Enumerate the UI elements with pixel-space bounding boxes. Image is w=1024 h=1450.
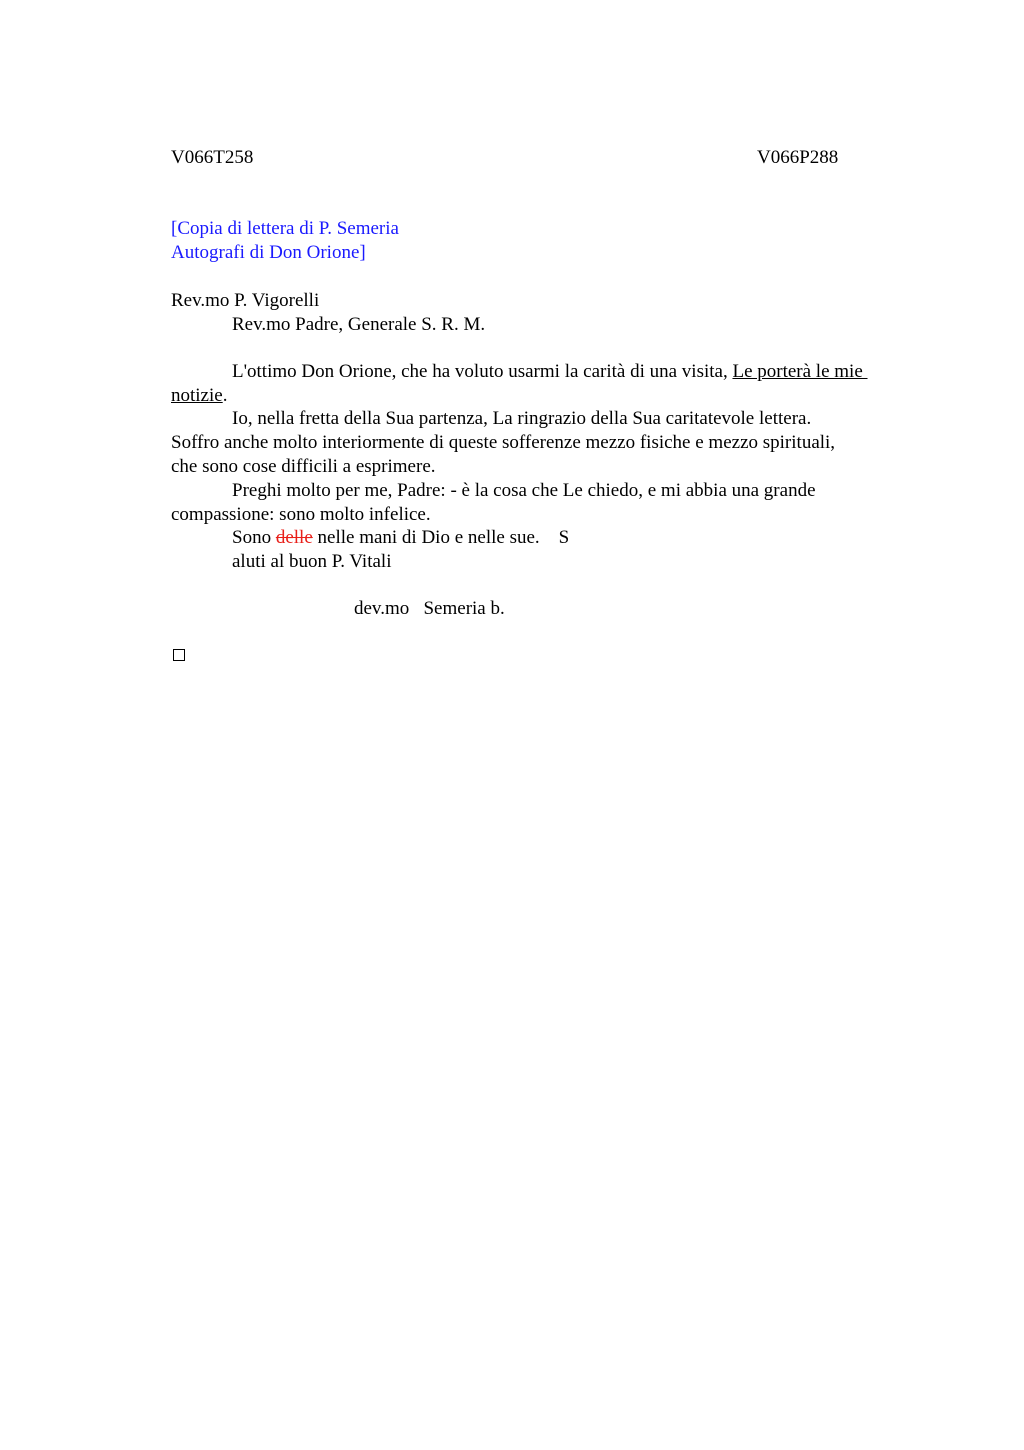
letter-signature: dev.mo Semeria b.: [354, 598, 505, 619]
empty-box-icon: [173, 649, 185, 661]
paragraph-4-line-2: aluti al buon P. Vitali: [232, 551, 392, 572]
paragraph-3-line-2: compassione: sono molto infelice.: [171, 504, 431, 525]
paragraph-2-line-2: Soffro anche molto interiormente di queste sofferenze mezzo fisiche e mezzo spirituali,: [171, 432, 836, 453]
editor-note-line-1: [Copia di lettera di P. Semeria: [171, 218, 399, 239]
paragraph-1-end: .: [222, 385, 228, 406]
document-code-left: V066T258: [171, 147, 254, 168]
deleted-word: delle: [275, 527, 313, 548]
letter-salutation: Rev.mo Padre, Generale S. R. M.: [232, 314, 486, 335]
paragraph-1-line-1: [232, 360, 868, 384]
paragraph-4-rest: nelle mani di Dio e nelle sue. S: [312, 527, 570, 548]
letter-addressee: Rev.mo P. Vigorelli: [171, 290, 320, 311]
paragraph-4-line-1: [232, 526, 569, 550]
editor-note-line-2: Autografi di Don Orione]: [171, 242, 366, 263]
paragraph-1-line-2: [171, 384, 227, 408]
paragraph-2-line-3: che sono cose difficili a esprimere.: [171, 456, 436, 477]
paragraph-1-text: L'ottimo Don Orione, che ha voluto usarmi la carità di una visita,: [232, 361, 733, 382]
underlined-phrase-part-2: notizie: [171, 385, 223, 406]
paragraph-3-line-1: Preghi molto per me, Padre: - è la cosa che Le chiedo, e mi abbia una grande: [232, 480, 816, 501]
document-code-right: V066P288: [757, 147, 839, 168]
underlined-phrase-part-1: Le porterà le mie: [732, 361, 868, 382]
paragraph-2-line-1: Io, nella fretta della Sua partenza, La ringrazio della Sua caritatevole lettera.: [232, 408, 812, 429]
paragraph-4-start: Sono: [232, 527, 276, 548]
